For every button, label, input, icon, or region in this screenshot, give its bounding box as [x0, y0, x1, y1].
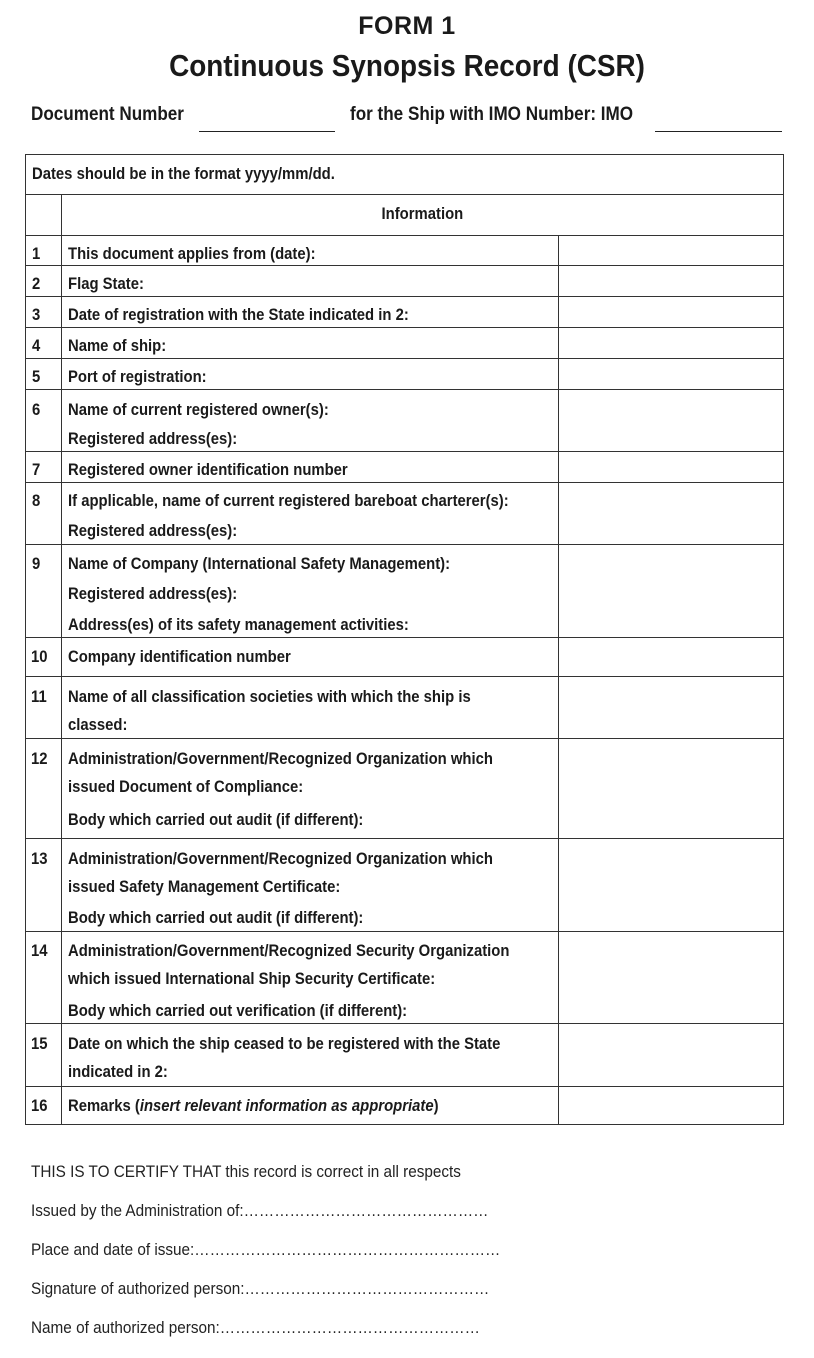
row-label: Date on which the ship ceased to be registered with the State indicated in 2:: [62, 1024, 559, 1087]
table-row: [26, 932, 784, 1024]
row-value-cell[interactable]: [559, 739, 784, 839]
document-number-blank[interactable]: [199, 131, 335, 132]
row-number: 3: [26, 297, 62, 328]
table-row: [26, 297, 784, 328]
table-row: [26, 359, 784, 390]
table-note-row: [26, 155, 784, 195]
signature-line: Signature of authorized person:…………………………………………: [31, 1279, 490, 1298]
row-label: Administration/Government/Recognized Security Organization which issued International Ship Security Certificate: Body which carried out verification (if different):: [62, 932, 559, 1024]
issued-by-line: Issued by the Administration of:…………………………………………: [31, 1201, 489, 1220]
form-number: FORM 1: [358, 12, 456, 40]
table-row: [26, 266, 784, 297]
row-label: Registered owner identification number: [62, 452, 559, 483]
table-row: [26, 839, 784, 932]
table-row: [26, 452, 784, 483]
row-value-cell[interactable]: [559, 1024, 784, 1087]
table-row: [26, 1024, 784, 1087]
row-number: 1: [26, 236, 62, 266]
table-row: [26, 1087, 784, 1125]
document-number-label: Document Number: [31, 104, 184, 125]
table-header-row: [26, 195, 784, 236]
row-value-cell[interactable]: [559, 1087, 784, 1125]
row-label: Name of Company (International Safety Management): Registered address(es): Address(es) of its safety management activities:: [62, 545, 559, 638]
row-number: 12: [26, 739, 62, 839]
row-label: Date of registration with the State indicated in 2:: [62, 297, 559, 328]
row-number: 15: [26, 1024, 62, 1087]
row-value-cell[interactable]: [559, 359, 784, 390]
row-number: 11: [26, 677, 62, 739]
certification-statement: THIS IS TO CERTIFY THAT this record is correct in all respects: [31, 1162, 461, 1181]
row-label: Name of current registered owner(s): Registered address(es):: [62, 390, 559, 452]
row-number: 9: [26, 545, 62, 638]
row-number: 16: [26, 1087, 62, 1125]
row-label: Port of registration:: [62, 359, 559, 390]
table-row: [26, 328, 784, 359]
date-format-note: Dates should be in the format yyyy/mm/dd.: [26, 155, 784, 195]
row-label: Name of ship:: [62, 328, 559, 359]
row-value-cell[interactable]: [559, 839, 784, 932]
authorized-name-line: Name of authorized person:……………………………………………: [31, 1318, 480, 1337]
row-number: 10: [26, 638, 62, 677]
row-label: Flag State:: [62, 266, 559, 297]
row-number: 2: [26, 266, 62, 297]
document-header-line: [30, 102, 790, 136]
row-number: 5: [26, 359, 62, 390]
row-value-cell[interactable]: [559, 328, 784, 359]
table-row: [26, 677, 784, 739]
table-row: [26, 638, 784, 677]
row-number: 7: [26, 452, 62, 483]
row-value-cell[interactable]: [559, 677, 784, 739]
row-label: Administration/Government/Recognized Organization which issued Safety Management Certificate: Body which carried out audit (if different):: [62, 839, 559, 932]
table-row: [26, 483, 784, 545]
row-label: Remarks (insert relevant information as appropriate): [62, 1087, 559, 1125]
row-value-cell[interactable]: [559, 545, 784, 638]
row-value-cell[interactable]: [559, 638, 784, 677]
csr-table: [25, 154, 784, 1125]
row-label: Name of all classification societies with which the ship is classed:: [62, 677, 559, 739]
imo-number-label: for the Ship with IMO Number: IMO: [350, 104, 634, 125]
page-title: Continuous Synopsis Record (CSR): [169, 48, 645, 83]
table-row: [26, 390, 784, 452]
row-number: 14: [26, 932, 62, 1024]
table-row: [26, 236, 784, 266]
row-number: 13: [26, 839, 62, 932]
place-date-line: Place and date of issue:……………………………………………………: [31, 1240, 501, 1259]
row-value-cell[interactable]: [559, 236, 784, 266]
row-value-cell[interactable]: [559, 390, 784, 452]
row-number: 8: [26, 483, 62, 545]
row-number: 6: [26, 390, 62, 452]
row-value-cell[interactable]: [559, 297, 784, 328]
row-value-cell[interactable]: [559, 266, 784, 297]
row-number: 4: [26, 328, 62, 359]
row-value-cell[interactable]: [559, 483, 784, 545]
header-num-cell: [26, 195, 62, 236]
row-value-cell[interactable]: [559, 932, 784, 1024]
row-value-cell[interactable]: [559, 452, 784, 483]
row-label: Company identification number: [62, 638, 559, 677]
row-label: Administration/Government/Recognized Organization which issued Document of Compliance: Body which carried out audit (if different):: [62, 739, 559, 839]
table-row: [26, 545, 784, 638]
information-header: Information: [62, 195, 784, 236]
table-row: [26, 739, 784, 839]
row-label: This document applies from (date):: [62, 236, 559, 266]
row-label: If applicable, name of current registered bareboat charterer(s): Registered address(es):: [62, 483, 559, 545]
imo-number-blank[interactable]: [655, 131, 782, 132]
